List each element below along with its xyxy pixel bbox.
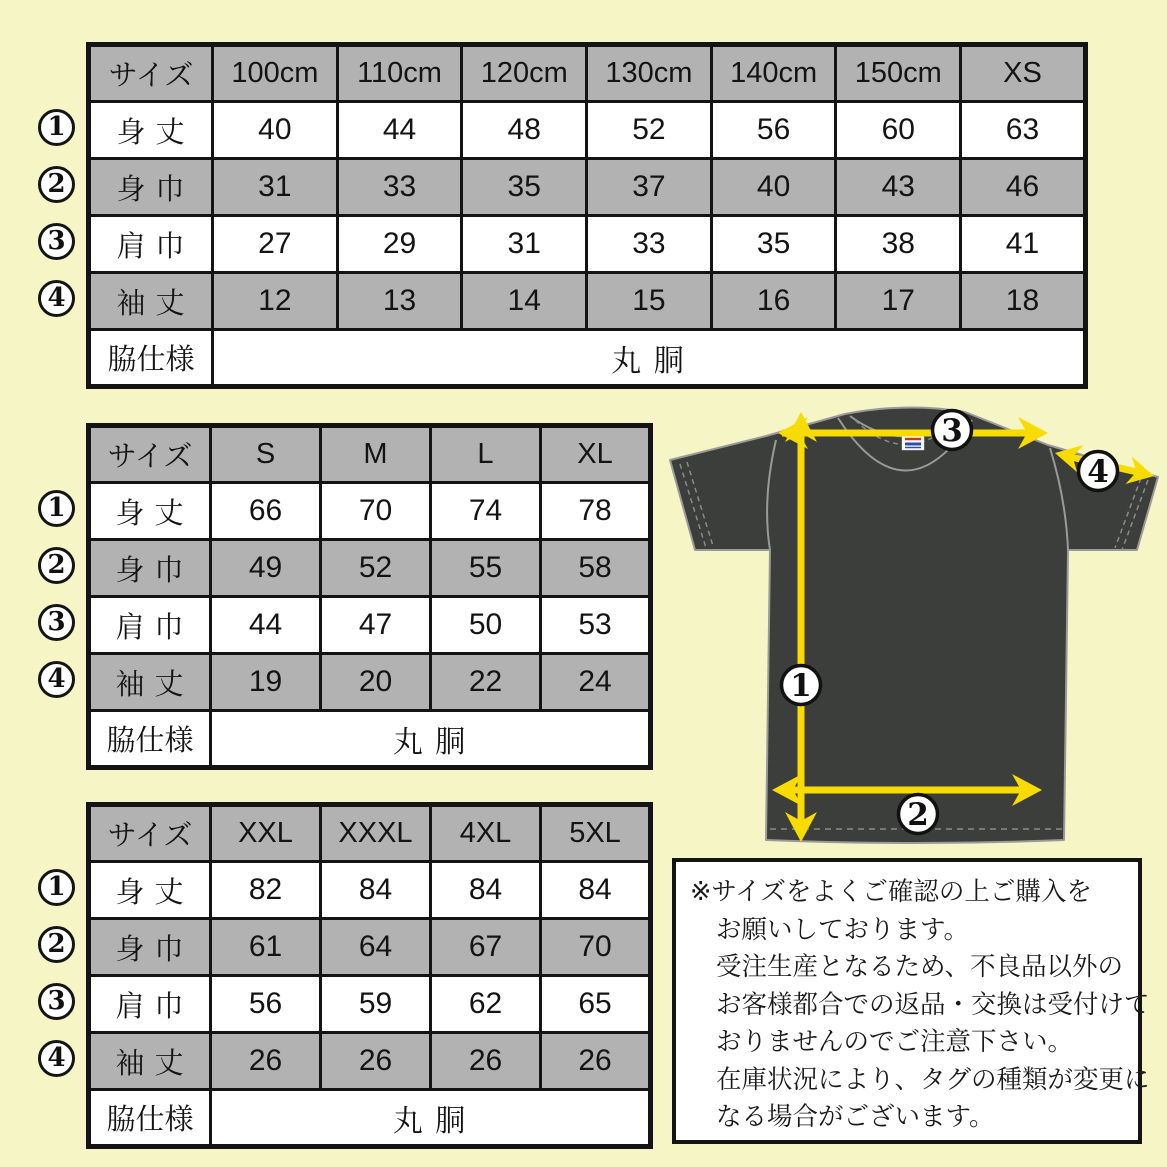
row-label: 身 丈 [89,483,211,540]
cell-value: 40 [711,159,836,216]
side-spec-value: 丸 胴 [211,711,651,768]
row-marker-2: 2 [38,926,75,963]
cell-value: 22 [431,654,541,711]
column-header: 110cm [337,45,462,102]
row-marker-4: 4 [38,280,75,317]
column-header: 5XL [541,805,651,862]
column-header: サイズ [89,426,211,483]
cell-value: 26 [541,1033,651,1090]
side-spec-row [89,330,1086,387]
cell-value: 26 [211,1033,321,1090]
column-header: 140cm [711,45,836,102]
tshirt-measure-diagram [660,400,1167,860]
column-header: サイズ [89,45,213,102]
row-label: 袖 丈 [89,1033,211,1090]
cell-value: 60 [836,102,961,159]
cell-value: 82 [211,862,321,919]
cell-value: 29 [337,216,462,273]
row-marker-2: 2 [38,166,75,203]
table-row [89,216,1086,273]
column-header: XS [961,45,1086,102]
row-label: 袖 丈 [89,273,213,330]
cell-value: 15 [587,273,712,330]
cell-value: 64 [321,919,431,976]
cell-value: 17 [836,273,961,330]
column-header: M [321,426,431,483]
row-marker-1: 1 [38,869,75,906]
side-spec-label: 脇仕様 [89,330,213,387]
table-row [89,654,651,711]
table-row [89,273,1086,330]
cell-value: 16 [711,273,836,330]
column-header: 120cm [462,45,587,102]
row-label: 袖 丈 [89,654,211,711]
notice-line: なる場合がございます。 [716,1103,995,1131]
cell-value: 33 [587,216,712,273]
row-label: 身 巾 [89,540,211,597]
row-marker-4: 4 [38,1040,75,1077]
side-spec-label: 脇仕様 [89,711,211,768]
column-header: S [211,426,321,483]
table-row [89,540,651,597]
row-marker-1: 1 [38,490,75,527]
cell-value: 18 [961,273,1086,330]
cell-value: 31 [462,216,587,273]
side-spec-label: 脇仕様 [89,1090,211,1147]
cell-value: 56 [211,976,321,1033]
cell-value: 63 [961,102,1086,159]
cell-value: 41 [961,216,1086,273]
cell-value: 84 [541,862,651,919]
diagram-marker-4 [1079,452,1118,491]
cell-value: 66 [211,483,321,540]
row-label: 身 丈 [89,862,211,919]
column-header: サイズ [89,805,211,862]
row-marker-4: 4 [38,661,75,698]
row-label: 身 丈 [89,102,213,159]
svg-text:3: 3 [941,413,963,449]
notice-line: ※サイズをよくご確認の上ご購入を [690,878,1092,906]
cell-value: 14 [462,273,587,330]
cell-value: 74 [431,483,541,540]
cell-value: 70 [321,483,431,540]
row-marker-3: 3 [38,983,75,1020]
row-marker-1: 1 [38,109,75,146]
table-row [89,102,1086,159]
size-table-kids [38,42,1088,389]
cell-value: 37 [587,159,712,216]
row-label: 身 巾 [89,159,213,216]
cell-value: 33 [337,159,462,216]
cell-value: 49 [211,540,321,597]
row-label: 肩 巾 [89,976,211,1033]
column-header: 150cm [836,45,961,102]
svg-text:4: 4 [1087,454,1109,490]
cell-value: 31 [213,159,338,216]
side-spec-value: 丸 胴 [211,1090,651,1147]
column-header: XXXL [321,805,431,862]
svg-text:1: 1 [790,668,812,704]
cell-value: 19 [211,654,321,711]
column-header: L [431,426,541,483]
side-spec-value: 丸 胴 [213,330,1086,387]
cell-value: 46 [961,159,1086,216]
diagram-marker-3 [933,411,972,450]
row-marker-3: 3 [38,604,75,641]
cell-value: 26 [431,1033,541,1090]
size-table-large [38,802,653,1149]
cell-value: 20 [321,654,431,711]
side-spec-row [89,1090,651,1147]
column-header: XXL [211,805,321,862]
cell-value: 52 [321,540,431,597]
cell-value: 84 [431,862,541,919]
notice-line: 在庫状況により、タグの種類が変更に [716,1065,1150,1094]
table-row [89,976,651,1033]
cell-value: 44 [337,102,462,159]
diagram-marker-1 [782,666,821,705]
table-row [89,159,1086,216]
cell-value: 13 [337,273,462,330]
notice-line: お客様都合での返品・交換は受付けて [716,990,1150,1019]
cell-value: 67 [431,919,541,976]
table-row [89,862,651,919]
side-spec-row [89,711,651,768]
table-row [89,597,651,654]
column-header: 4XL [431,805,541,862]
cell-value: 70 [541,919,651,976]
cell-value: 56 [711,102,836,159]
column-header: 100cm [213,45,338,102]
cell-value: 38 [836,216,961,273]
cell-value: 27 [213,216,338,273]
cell-value: 52 [587,102,712,159]
cell-value: 12 [213,273,338,330]
notice-line: 受注生産となるため、不良品以外の [716,953,1123,981]
cell-value: 47 [321,597,431,654]
cell-value: 84 [321,862,431,919]
table-row [89,919,651,976]
cell-value: 50 [431,597,541,654]
row-marker-3: 3 [38,223,75,260]
svg-text:2: 2 [907,797,929,833]
row-label: 肩 巾 [89,216,213,273]
cell-value: 55 [431,540,541,597]
cell-value: 35 [711,216,836,273]
column-header: 130cm [587,45,712,102]
notice-line: おりませんのでご注意下さい。 [716,1028,1074,1056]
row-label: 肩 巾 [89,597,211,654]
size-table-adult [38,423,653,770]
column-header: XL [541,426,651,483]
cell-value: 58 [541,540,651,597]
cell-value: 48 [462,102,587,159]
notice-line: お願いしております。 [716,915,969,944]
cell-value: 61 [211,919,321,976]
table-row [89,483,651,540]
cell-value: 65 [541,976,651,1033]
purchase-notice-box [672,858,1150,1144]
cell-value: 78 [541,483,651,540]
cell-value: 53 [541,597,651,654]
cell-value: 59 [321,976,431,1033]
cell-value: 44 [211,597,321,654]
row-marker-2: 2 [38,547,75,584]
diagram-marker-2 [899,795,938,834]
cell-value: 35 [462,159,587,216]
row-label: 身 巾 [89,919,211,976]
cell-value: 43 [836,159,961,216]
table-row [89,1033,651,1090]
cell-value: 26 [321,1033,431,1090]
cell-value: 62 [431,976,541,1033]
cell-value: 24 [541,654,651,711]
cell-value: 40 [213,102,338,159]
